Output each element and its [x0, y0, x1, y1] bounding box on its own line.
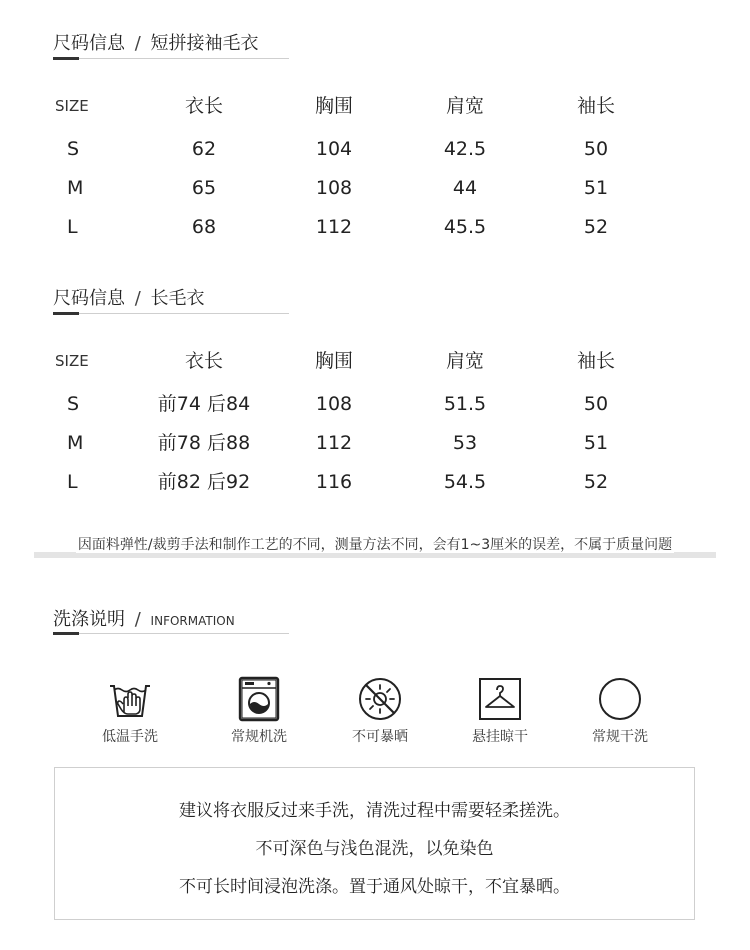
sleeve-cell: 51 — [583, 177, 609, 199]
shoulder-cell: 53 — [452, 432, 478, 454]
section-divider-accent — [53, 632, 79, 635]
section-title-long — [53, 284, 205, 310]
header-shoulder: 肩宽 — [445, 95, 484, 117]
section-title-sub: 短拼接袖毛衣 — [150, 33, 259, 54]
section-title-main: 尺码信息 — [53, 288, 125, 309]
care-item-no-sun — [320, 676, 440, 746]
section-divider — [53, 313, 289, 314]
title-separator: / — [134, 33, 141, 54]
table-row — [0, 428, 750, 458]
shoulder-cell: 44 — [452, 177, 478, 199]
section-divider — [53, 633, 289, 634]
header-chest: 胸围 — [314, 350, 353, 372]
advice-line: 建议将衣服反过来手洗，清洗过程中需要轻柔搓洗。 — [179, 801, 570, 821]
size-cell: L — [67, 471, 78, 493]
length-cell: 68 — [191, 216, 217, 238]
care-item-dry-clean — [560, 676, 680, 746]
shoulder-cell: 45.5 — [443, 216, 487, 238]
chest-cell: 116 — [315, 471, 353, 493]
section-title-main: 尺码信息 — [53, 33, 125, 54]
sleeve-cell: 50 — [583, 138, 609, 160]
machine-wash-icon — [236, 676, 282, 722]
chest-cell: 108 — [315, 177, 353, 199]
sleeve-cell: 52 — [583, 216, 609, 238]
header-length: 衣长 — [184, 95, 223, 117]
size-cell: M — [67, 177, 84, 199]
washing-advice-box — [54, 767, 695, 920]
table-row — [0, 212, 750, 242]
shoulder-cell: 54.5 — [443, 471, 487, 493]
size-cell: L — [67, 216, 78, 238]
chest-cell: 104 — [315, 138, 353, 160]
measurement-notice-text: 因面料弹性/裁剪手法和制作工艺的不同，测量方法不同，会有1~3厘米的误差，不属于质量问题 — [77, 537, 673, 553]
shoulder-cell: 42.5 — [443, 138, 487, 160]
table-row — [0, 134, 750, 164]
table-row — [0, 467, 750, 497]
header-shoulder: 肩宽 — [445, 350, 484, 372]
sleeve-cell: 51 — [583, 432, 609, 454]
section-title-short-sleeve — [53, 29, 259, 55]
chest-cell: 108 — [315, 393, 353, 415]
hand-wash-icon — [107, 676, 153, 722]
length-cell: 前82 后92 — [157, 471, 251, 493]
sleeve-cell: 52 — [583, 471, 609, 493]
sleeve-cell: 50 — [583, 393, 609, 415]
section-divider — [53, 58, 289, 59]
section-divider-accent — [53, 57, 79, 60]
header-length: 衣长 — [184, 350, 223, 372]
header-size: SIZE — [55, 97, 89, 115]
advice-line: 不可长时间浸泡洗涤。置于通风处晾干，不宜暴晒。 — [179, 877, 570, 897]
table-row — [0, 389, 750, 419]
size-cell: S — [67, 393, 80, 415]
care-item-hand-wash — [70, 676, 190, 746]
length-cell: 前78 后88 — [157, 432, 251, 454]
section-divider-accent — [53, 312, 79, 315]
care-label: 常规干洗 — [592, 729, 648, 745]
section-title-sub: INFORMATION — [150, 614, 235, 628]
care-item-hang-dry — [440, 676, 560, 746]
header-chest: 胸围 — [314, 95, 353, 117]
chest-cell: 112 — [315, 216, 353, 238]
section-title-main: 洗涤说明 — [53, 609, 125, 630]
care-label: 不可暴晒 — [352, 729, 408, 745]
no-sun-icon — [357, 676, 403, 722]
header-sleeve: 袖长 — [576, 350, 615, 372]
section-title-care — [53, 605, 235, 631]
care-label: 悬挂晾干 — [472, 729, 528, 745]
chest-cell: 112 — [315, 432, 353, 454]
title-separator: / — [134, 288, 141, 309]
care-label: 常规机洗 — [231, 729, 287, 745]
title-separator: / — [134, 609, 141, 630]
hang-dry-icon — [477, 676, 523, 722]
measurement-notice — [0, 534, 750, 554]
care-item-machine-wash — [199, 676, 319, 746]
length-cell: 前74 后84 — [157, 393, 251, 415]
size-cell: M — [67, 432, 84, 454]
header-size: SIZE — [55, 352, 89, 370]
section-title-sub: 长毛衣 — [150, 288, 205, 309]
care-label: 低温手洗 — [102, 729, 158, 745]
dry-clean-icon — [597, 676, 643, 722]
size-cell: S — [67, 138, 80, 160]
advice-line: 不可深色与浅色混洗，以免染色 — [255, 839, 494, 859]
shoulder-cell: 51.5 — [443, 393, 487, 415]
length-cell: 65 — [191, 177, 217, 199]
table-header-row — [0, 91, 750, 121]
table-row — [0, 173, 750, 203]
table-header-row — [0, 346, 750, 376]
header-sleeve: 袖长 — [576, 95, 615, 117]
length-cell: 62 — [191, 138, 217, 160]
